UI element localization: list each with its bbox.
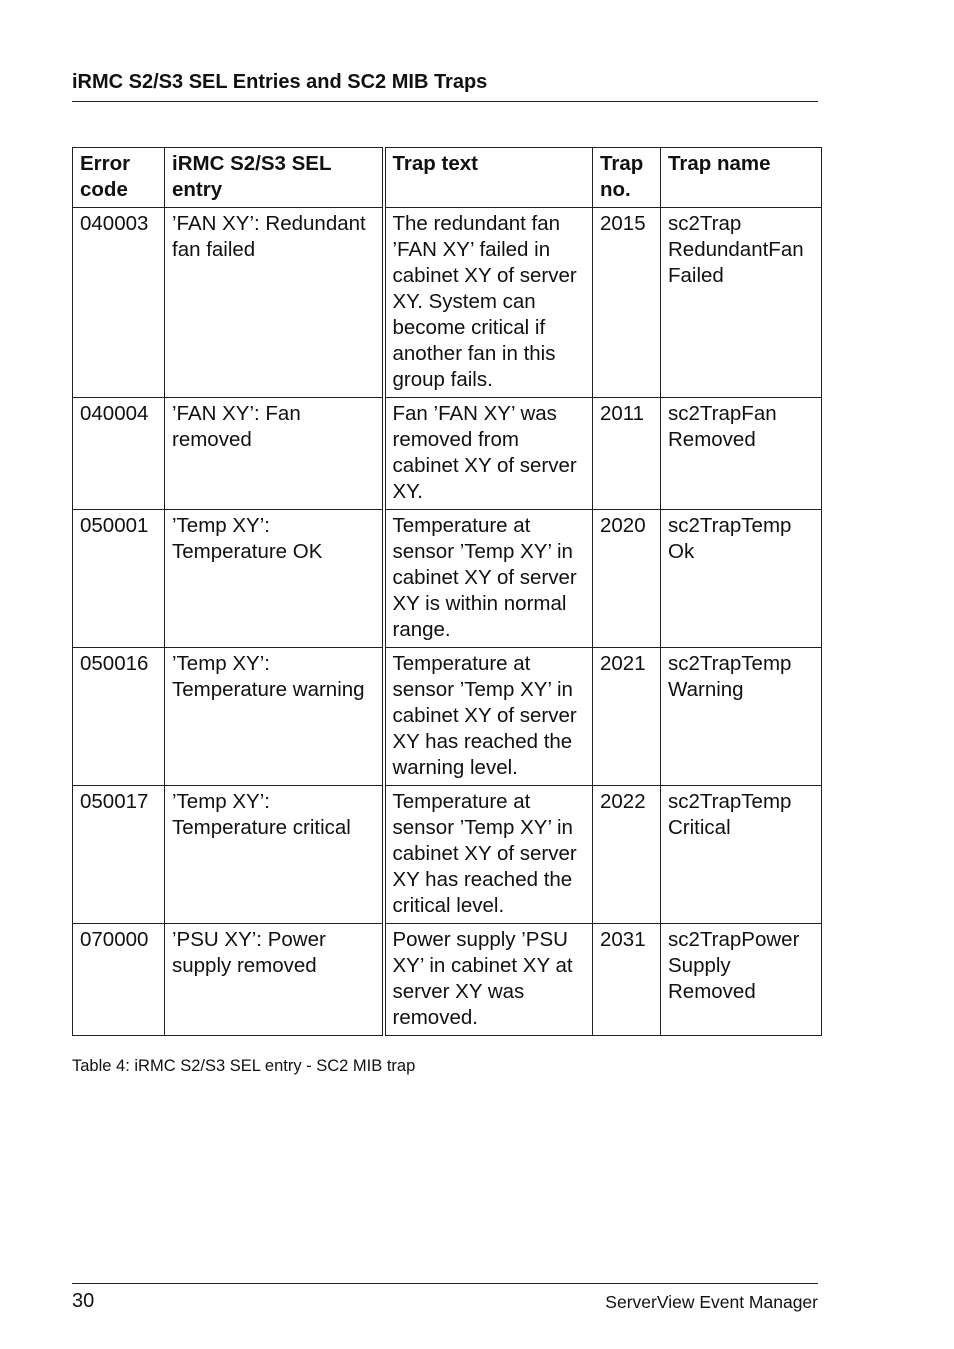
cell-line: XY has reached the <box>392 730 573 753</box>
sel-entry-cell <box>165 786 384 924</box>
cell-line: sc2TrapFan <box>668 402 777 425</box>
cell-line: ’FAN XY’: Redundant <box>172 212 366 235</box>
header-line: Trap text <box>392 152 478 175</box>
table-row <box>73 648 822 786</box>
cell-line: Failed <box>668 264 724 287</box>
cell-line: group fails. <box>392 368 493 391</box>
error-code-cell <box>73 398 165 510</box>
cell-line: Critical <box>668 816 731 839</box>
trap-name-cell <box>661 648 822 786</box>
cell-line: 070000 <box>80 928 149 951</box>
sel-trap-table <box>72 147 822 1036</box>
trap-text-cell <box>384 510 593 648</box>
cell-line: supply removed <box>172 954 317 977</box>
cell-line: sc2TrapTemp <box>668 652 792 675</box>
header-line: Error <box>80 152 131 175</box>
header-line: no. <box>600 178 631 201</box>
table-body <box>73 208 822 1036</box>
header-line: code <box>80 178 128 201</box>
trap-text-cell <box>384 786 593 924</box>
table-row <box>73 510 822 648</box>
header-divider <box>72 101 818 102</box>
cell-line: fan failed <box>172 238 256 261</box>
cell-line: ’Temp XY’: <box>172 790 270 813</box>
header-trap-no <box>593 148 661 208</box>
trap-text-cell <box>384 924 593 1036</box>
cell-line: 040003 <box>80 212 149 235</box>
trap-no-cell <box>593 398 661 510</box>
cell-line: removed from <box>392 428 519 451</box>
cell-line: another fan in this <box>392 342 556 365</box>
cell-line: 050016 <box>80 652 149 675</box>
cell-line: cabinet XY of server <box>392 842 577 865</box>
cell-line: Temperature critical <box>172 816 351 839</box>
cell-line: ’Temp XY’: <box>172 514 270 537</box>
cell-line: Temperature warning <box>172 678 365 701</box>
cell-line: Ok <box>668 540 695 563</box>
cell-line: server XY was <box>392 980 525 1003</box>
error-code-cell <box>73 924 165 1036</box>
cell-line: critical level. <box>392 894 505 917</box>
trap-no-cell <box>593 510 661 648</box>
table-row <box>73 398 822 510</box>
trap-no-cell <box>593 208 661 398</box>
trap-text-cell <box>384 208 593 398</box>
cell-line: 050017 <box>80 790 149 813</box>
cell-line: ’FAN XY’: Fan <box>172 402 301 425</box>
cell-line: XY has reached the <box>392 868 573 891</box>
cell-line: 2020 <box>600 514 646 537</box>
cell-line: XY. <box>392 480 423 503</box>
cell-line: Temperature at <box>392 652 531 675</box>
trap-name-cell <box>661 208 822 398</box>
cell-line: ’Temp XY’: <box>172 652 270 675</box>
cell-line: Warning <box>668 678 744 701</box>
cell-line: 040004 <box>80 402 149 425</box>
cell-line: RedundantFan <box>668 238 804 261</box>
cell-line: sensor ’Temp XY’ in <box>392 816 573 839</box>
cell-line: range. <box>392 618 451 641</box>
cell-line: 2031 <box>600 928 646 951</box>
sel-entry-cell <box>165 398 384 510</box>
cell-line: become critical if <box>392 316 546 339</box>
cell-line: Temperature at <box>392 514 531 537</box>
cell-line: sc2TrapPower <box>668 928 800 951</box>
cell-line: XY is within normal <box>392 592 567 615</box>
sel-entry-cell <box>165 208 384 398</box>
sel-entry-cell <box>165 648 384 786</box>
cell-line: removed. <box>392 1006 478 1029</box>
cell-line: 050001 <box>80 514 149 537</box>
trap-name-cell <box>661 398 822 510</box>
cell-line: 2015 <box>600 212 646 235</box>
trap-text-cell <box>384 648 593 786</box>
header-line: Trap <box>600 152 644 175</box>
cell-line: Power supply ’PSU <box>392 928 568 951</box>
header-line: iRMC S2/S3 SEL <box>172 152 332 175</box>
cell-line: cabinet XY of server <box>392 566 577 589</box>
error-code-cell <box>73 208 165 398</box>
trap-no-cell <box>593 786 661 924</box>
cell-line: cabinet XY of server <box>392 704 577 727</box>
cell-line: Temperature OK <box>172 540 323 563</box>
trap-name-cell <box>661 924 822 1036</box>
cell-line: sc2Trap <box>668 212 742 235</box>
header-sel-entry <box>165 148 384 208</box>
cell-line: XY. System can <box>392 290 536 313</box>
cell-line: warning level. <box>392 756 518 779</box>
trap-name-cell <box>661 510 822 648</box>
cell-line: Fan ’FAN XY’ was <box>392 402 557 425</box>
cell-line: Temperature at <box>392 790 531 813</box>
cell-line: The redundant fan <box>392 212 561 235</box>
cell-line: 2021 <box>600 652 646 675</box>
page-header-title: iRMC S2/S3 SEL Entries and SC2 MIB Traps <box>72 71 488 93</box>
cell-line: Supply <box>668 954 731 977</box>
table-row <box>73 786 822 924</box>
trap-text-cell <box>384 398 593 510</box>
trap-no-cell <box>593 648 661 786</box>
error-code-cell <box>73 510 165 648</box>
header-trap-name <box>661 148 822 208</box>
error-code-cell <box>73 648 165 786</box>
cell-line: sc2TrapTemp <box>668 514 792 537</box>
table-row <box>73 924 822 1036</box>
trap-no-cell <box>593 924 661 1036</box>
header-line: entry <box>172 178 223 201</box>
cell-line: 2022 <box>600 790 646 813</box>
cell-line: cabinet XY of server <box>392 264 577 287</box>
cell-line: XY’ in cabinet XY at <box>392 954 573 977</box>
cell-line: Removed <box>668 428 756 451</box>
cell-line: sensor ’Temp XY’ in <box>392 540 573 563</box>
error-code-cell <box>73 786 165 924</box>
cell-line: ’PSU XY’: Power <box>172 928 326 951</box>
footer-divider <box>72 1283 818 1284</box>
cell-line: sc2TrapTemp <box>668 790 792 813</box>
cell-line: 2011 <box>600 402 645 425</box>
header-trap-text <box>384 148 593 208</box>
cell-line: Removed <box>668 980 756 1003</box>
footer-book-title: ServerView Event Manager <box>605 1292 818 1312</box>
cell-line: sensor ’Temp XY’ in <box>392 678 573 701</box>
cell-line: cabinet XY of server <box>392 454 577 477</box>
cell-line: ’FAN XY’ failed in <box>392 238 551 261</box>
trap-name-cell <box>661 786 822 924</box>
table-row <box>73 208 822 398</box>
header-error-code <box>73 148 165 208</box>
sel-entry-cell <box>165 924 384 1036</box>
table-header-row <box>73 148 822 208</box>
table-caption: Table 4: iRMC S2/S3 SEL entry - SC2 MIB trap <box>72 1057 416 1075</box>
page-number: 30 <box>72 1290 95 1312</box>
sel-entry-cell <box>165 510 384 648</box>
header-line: Trap name <box>668 152 771 175</box>
cell-line: removed <box>172 428 252 451</box>
